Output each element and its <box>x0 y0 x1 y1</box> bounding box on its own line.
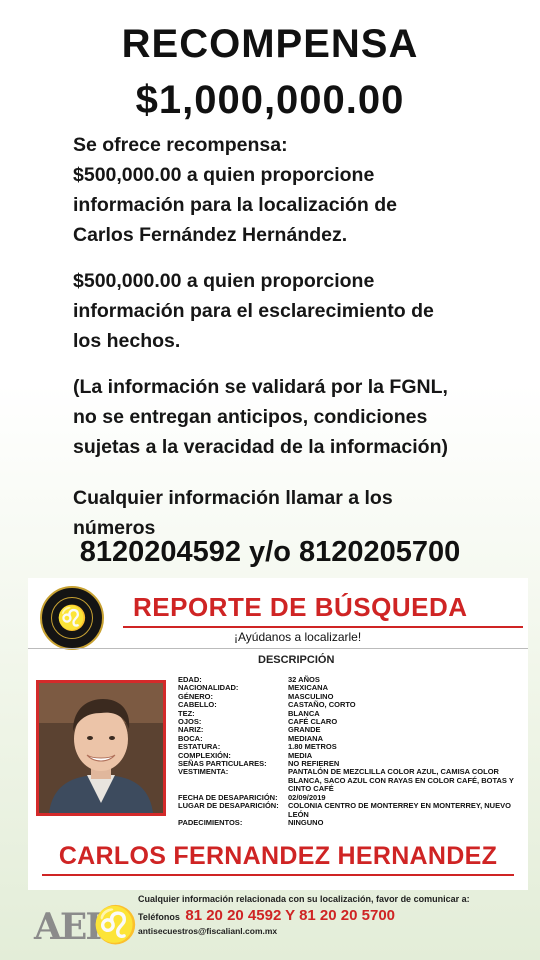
field-label: SEÑAS PARTICULARES: <box>178 759 267 769</box>
reward-paragraph-1 <box>73 130 513 250</box>
field-value: BLANCA <box>288 708 320 718</box>
field-value: NO REFIEREN <box>288 759 340 769</box>
help-subtitle: ¡Ayúdanos a localizarle! <box>234 630 362 644</box>
text-line: números <box>73 517 156 539</box>
field-label: PADECIMIENTOS: <box>178 817 243 827</box>
text-line: Se ofrece recompensa: <box>73 134 288 156</box>
field-value: NINGUNO <box>288 817 324 827</box>
description-fields <box>178 676 523 827</box>
field-label: VESTIMENTA: <box>178 767 229 777</box>
field-value: 02/09/2019 <box>288 792 326 802</box>
divider <box>123 626 523 628</box>
field-row <box>178 701 523 709</box>
field-value: CASTAÑO, CORTO <box>288 700 356 710</box>
field-label: TEZ: <box>178 708 195 718</box>
footer-phone-numbers[interactable]: 81 20 20 4592 Y 81 20 20 5700 <box>185 907 396 924</box>
missing-person-photo <box>36 680 166 816</box>
field-value: MEDIA <box>288 750 313 760</box>
text-line: Carlos Fernández Hernández. <box>73 224 348 246</box>
search-report-card <box>28 578 528 890</box>
aei-logo: AEI <box>34 906 101 948</box>
text-line: los hechos. <box>73 330 181 352</box>
footer-info-text: Cualquier información relacionada con su localización, favor de comunicar a: <box>138 894 470 904</box>
text-line: $500,000.00 a quien proporcione <box>73 164 375 186</box>
field-row <box>178 726 523 734</box>
text-line: no se entregan anticipos, condiciones <box>73 406 428 428</box>
field-value: MASCULINO <box>288 691 334 701</box>
field-label: ESTATURA: <box>178 742 221 752</box>
field-row <box>178 768 523 793</box>
reward-amount: $1,000,000.00 <box>135 78 405 122</box>
footer-email-link[interactable]: antisecuestros@fiscalianl.com.mx <box>138 926 278 936</box>
divider <box>42 874 514 876</box>
reward-phone-numbers[interactable]: 8120204592 y/o 8120205700 <box>79 536 461 568</box>
field-row <box>178 710 523 718</box>
field-value: COLONIA CENTRO DE MONTERREY EN MONTERREY, NUEVO LEÓN <box>288 801 511 819</box>
phones-label: Teléfonos <box>138 912 180 922</box>
field-value: 32 AÑOS <box>288 675 320 684</box>
field-label: NARIZ: <box>178 725 204 735</box>
text-line: $500,000.00 a quien proporcione <box>73 270 375 292</box>
field-row <box>178 819 523 827</box>
field-label: FECHA DE DESAPARICIÓN: <box>178 792 278 802</box>
field-value: GRANDE <box>288 725 321 735</box>
field-value: PANTALÓN DE MEZCLILLA COLOR AZUL, CAMISA COLOR BLANCA, SACO AZUL CON RAYAS EN COLOR CAFÉ, BOTAS Y CINTO CAFÉ <box>288 767 514 794</box>
field-label: COMPLEXIÓN: <box>178 750 231 760</box>
field-value: MEXICANA <box>288 683 329 693</box>
field-row <box>178 802 523 819</box>
field-label: GÉNERO: <box>178 691 214 701</box>
reward-conditions <box>73 372 513 462</box>
aei-emblem-icon: ♌ <box>93 904 138 945</box>
reward-paragraph-2 <box>73 266 513 356</box>
field-row <box>178 718 523 726</box>
field-row <box>178 735 523 743</box>
reward-title: RECOMPENSA <box>121 22 419 66</box>
field-row <box>178 684 523 692</box>
divider <box>28 648 528 649</box>
text-line: información para la localización de <box>73 194 398 216</box>
field-label: EDAD: <box>178 675 202 684</box>
contact-prompt <box>73 483 513 543</box>
text-line: Cualquier información llamar a los <box>73 487 393 509</box>
field-value: CAFÉ CLARO <box>288 717 338 727</box>
field-label: NACIONALIDAD: <box>178 683 239 693</box>
lion-emblem-icon: ♌ <box>51 597 93 639</box>
field-label: LUGAR DE DESAPARICIÓN: <box>178 801 279 811</box>
description-heading: DESCRIPCIÓN <box>258 654 335 666</box>
missing-person-name: CARLOS FERNANDEZ HERNANDEZ <box>58 842 498 870</box>
field-value: MEDIANA <box>288 733 323 743</box>
text-line: sujetas a la veracidad de la información) <box>73 436 448 458</box>
text-line: (La información se validará por la FGNL, <box>73 376 448 398</box>
field-value: 1.80 METROS <box>288 742 337 752</box>
field-label: CABELLO: <box>178 700 217 710</box>
text-line: información para el esclarecimiento de <box>73 300 434 322</box>
field-label: BOCA: <box>178 733 203 743</box>
report-title: REPORTE DE BÚSQUEDA <box>133 592 468 622</box>
agency-seal-icon <box>40 586 104 650</box>
field-label: OJOS: <box>178 717 202 727</box>
footer-phones <box>138 907 395 924</box>
